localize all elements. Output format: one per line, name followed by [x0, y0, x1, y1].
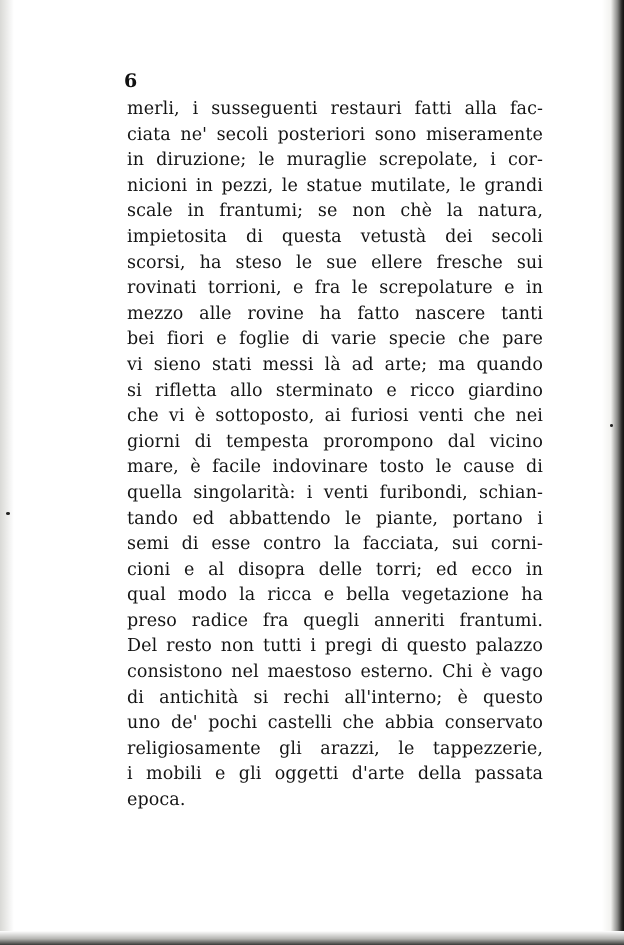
- ink-speck: [6, 512, 10, 515]
- page-gutter-shadow: [0, 0, 14, 945]
- page-number: 6: [124, 70, 138, 92]
- text-line: nicioni in pezzi, le statue mutilate, le grandi: [127, 175, 543, 196]
- text-line: giorni di tempesta prorompono dal vicino: [127, 431, 543, 452]
- text-line: ciata ne' secoli posteriori sono miseramente: [127, 124, 543, 145]
- text-line: scorsi, ha steso le sue ellere fresche sui: [127, 252, 543, 273]
- text-line: tando ed abbattendo le piante, portano i: [127, 508, 543, 529]
- text-line: mare, è facile indovinare tosto le cause di: [127, 457, 543, 478]
- text-line: che vi è sottoposto, ai furiosi venti che nei: [127, 406, 543, 427]
- text-line: rovinati torrioni, e fra le screpolature e in: [127, 278, 543, 299]
- ink-speck: [610, 424, 613, 427]
- text-line: si rifletta allo sterminato e ricco giardino: [127, 380, 543, 401]
- text-line: quella singolarità: i venti furibondi, schian-: [127, 482, 543, 503]
- page-right-edge: [602, 0, 624, 945]
- text-line: cioni e al disopra delle torri; ed ecco in: [127, 559, 543, 580]
- text-line: vi sieno stati messi là ad arte; ma quando: [127, 354, 543, 375]
- text-line: i mobili e gli oggetti d'arte della passata: [127, 764, 543, 785]
- text-line: semi di esse contro la facciata, sui corni-: [127, 534, 543, 555]
- text-line: mezzo alle rovine ha fatto nascere tanti: [127, 303, 543, 324]
- text-line: bei fiori e foglie di varie specie che pare: [127, 329, 543, 350]
- text-line: in diruzione; le muraglie screpolate, i cor-: [127, 150, 543, 171]
- text-line: epoca.: [127, 790, 186, 811]
- text-line: merli, i susseguenti restauri fatti alla fac-: [127, 99, 543, 119]
- page-bottom-edge: [0, 931, 624, 945]
- text-line: qual modo la ricca e bella vegetazione ha: [127, 585, 543, 606]
- text-line: Del resto non tutti i pregi di questo palazzo: [127, 636, 543, 657]
- text-line: di antichità si rechi all'interno; è questo: [127, 687, 543, 708]
- text-line: uno de' pochi castelli che abbia conservato: [127, 713, 543, 734]
- text-line: preso radice fra quegli anneriti frantumi.: [127, 610, 543, 631]
- text-line: impietosita di questa vetustà dei secoli: [127, 226, 543, 247]
- text-line: religiosamente gli arazzi, le tappezzerie,: [127, 738, 543, 759]
- body-text: [127, 97, 543, 814]
- text-line: consistono nel maestoso esterno. Chi è vago: [127, 662, 543, 683]
- text-line: scale in frantumi; se non chè la natura,: [127, 201, 543, 222]
